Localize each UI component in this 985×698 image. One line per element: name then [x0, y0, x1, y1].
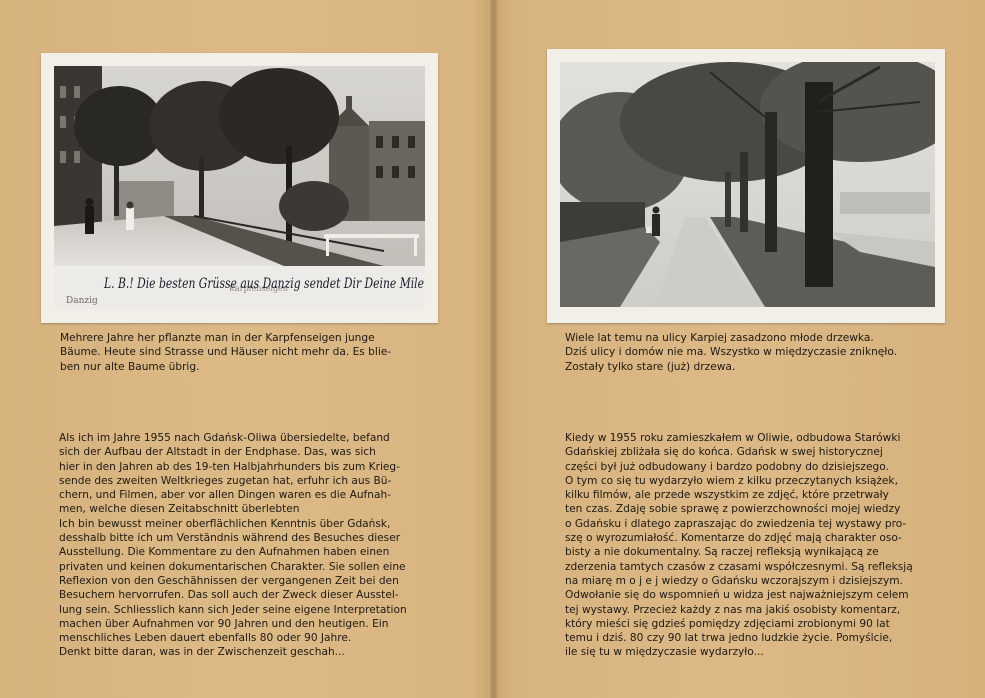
postcard-printed-label: Danzig [66, 296, 98, 306]
right-body-text: Kiedy w 1955 roku zamieszkałem w Oliwie, odbudowa Starówki Gdańskiej zbliżała się do końca. Gdańsk w swej historycznej części był już odbudowany i bardzo podobny do dzisiejszego. O tym co się tu wydarzyło wiem z kilku przeczytanych książek, kilku filmów, ale przede wszystkim ze zdjęć, które przetrwały ten czas. Zdaję sobie sprawę z powierzchowności mojej wiedzy o Gdańsku i dlatego zapraszając do zwiedzenia tej wystawy pro- szę o wyrozumiałość. Komentarze do zdjęć mają charakter oso- bisty a nie dokumentalny. Są raczej refleksją wynikającą ze zderzenia tamtych czasów z czasami współczesnymi. Są refleksją na miarę m o j e j wiedzy o Gdańsku wczorajszym i dzisiejszym. Odwołanie się do wspomnień u widza jest najważniejszym celem tej wystawy. Przecież każdy z nas ma jakiś osobisty komentarz, który mieści się gdzieś pomiędzy zdjęciami zrobionymi 90 lat temu i dziś. 80 czy 90 lat trwa jedno ludzkie życie. Pomyślcie, ile się tu w międzyczasie wydarzyło... [565, 432, 913, 659]
modern-photo-card [547, 49, 945, 323]
historic-postcard-photo [54, 66, 425, 308]
historic-postcard-card [41, 53, 438, 323]
left-caption: Mehrere Jahre her pflanzte man in der Karpfenseigen junge Bäume. Heute sind Strasse und Häuser nicht mehr da. Es blie- ben nur alte Baume übrig. [60, 332, 392, 373]
postcard-street-label: Karpfenseigen [229, 284, 288, 293]
right-caption: Wiele lat temu na ulicy Karpiej zasadzono młode drzewka. Dziś ulicy i domów nie ma. Wszystko w międzyczasie zniknęło. Zostały tylko stare (już) drzewa. [565, 332, 898, 373]
page-fold [490, 0, 498, 698]
left-body-text: Als ich im Jahre 1955 nach Gdańsk-Oliwa übersiedelte, befand sich der Aufbau der Altstadt in der Endphase. Das, was sich hier in den Jahren ab des 19-ten Halbjahrhunders bis zum Krieg- sende des zweiten Weltkrieges zugetan hat, erfuhr ich aus Bü- chern, und Filmen, aber vor allen Dingen waren es die Aufnah- men, welche diesen Zeitabschnitt überlebten Ich bin bewusst meiner oberflächlichen Kenntnis über Gdańsk, desshalb bitte ich um Verständnis während des Besuches dieser Ausstellung. Die Kommentare zu den Aufnahmen haben einen privaten und keinen dokumentarischen Charakter. Sie sollen eine Reflexion von den Geschähnissen der vergangenen Zeit bei den Besuchern hervorrufen. Das soll auch der Zweck dieser Ausstel- lung sein. Schliesslich kann sich Jeder seine eigene Interpretation machen über Aufnahmen vor 90 Jahren und den heutigen. Ein menschliches Leben dauert ebenfalls 80 oder 90 Jahre. Denkt bitte daran, was in der Zwischenzeit geschah... [59, 432, 407, 659]
postcard-handwriting: L. B.! Die besten Grüsse aus Danzig sendet Dir Deine Mile [103, 276, 425, 292]
modern-street-photo [560, 62, 935, 307]
